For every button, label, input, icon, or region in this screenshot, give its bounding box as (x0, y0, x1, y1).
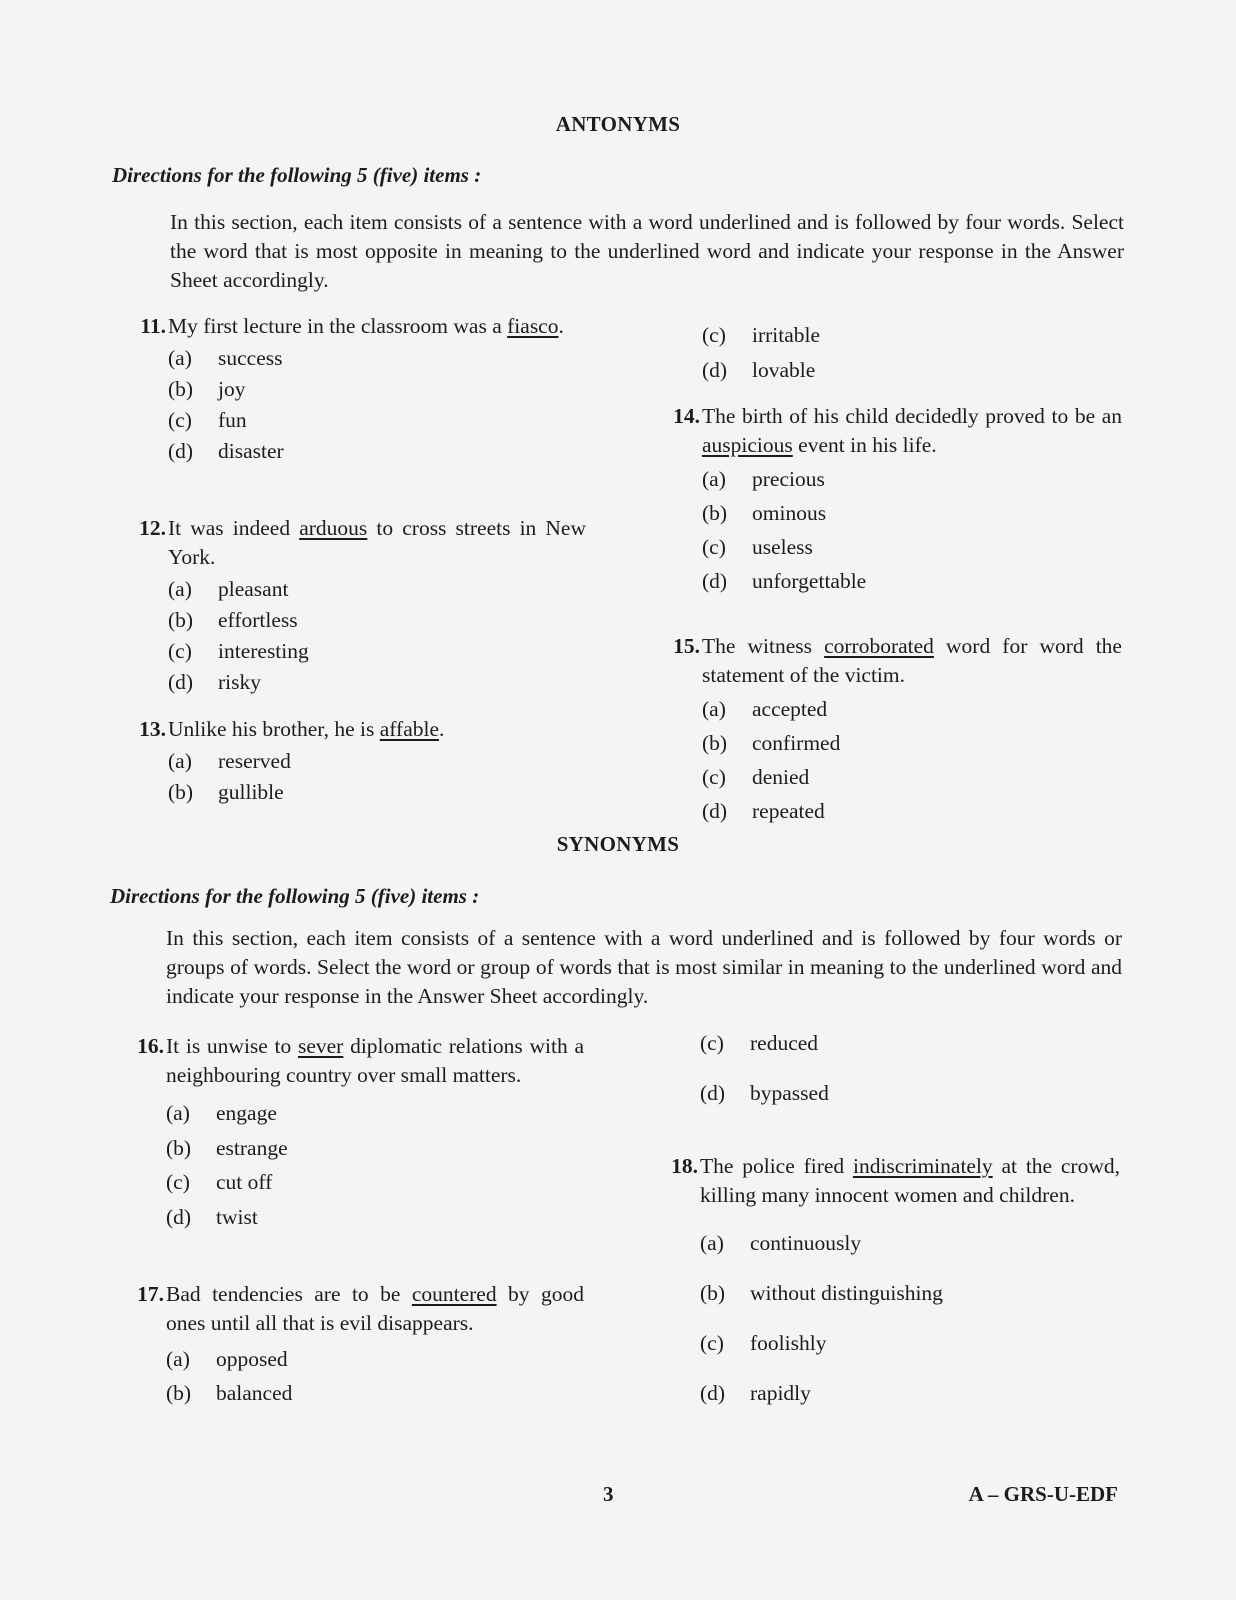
antonyms-heading: ANTONYMS (555, 112, 681, 136)
question-number: 11. (140, 314, 166, 338)
question-stem: Unlike his brother, he is affable. (168, 717, 445, 741)
question-number: 16. (137, 1034, 164, 1058)
question-number: 13. (139, 717, 166, 741)
question-number: 17. (137, 1282, 164, 1306)
underlined-word: corroborated (824, 634, 934, 658)
underlined-word: countered (411, 1282, 497, 1306)
synonyms-directions: Directions for the following 5 (five) items : (110, 884, 480, 908)
option-b: (b) estrange (166, 1135, 288, 1160)
option-a: (a) continuously (700, 1231, 862, 1255)
question-number: 12. (139, 516, 166, 540)
question-13 (139, 715, 586, 808)
underlined-word: affable (379, 717, 440, 741)
option-c: (c) useless (702, 535, 813, 559)
question-stem: The police fired indiscriminately at the crowd, killing many innocent women and children. (700, 1154, 1120, 1207)
option-d: (d) bypassed (700, 1081, 829, 1105)
option-d: (d) repeated (702, 799, 825, 823)
question-number: 18. (671, 1154, 698, 1178)
option-c: (c) cut off (166, 1170, 273, 1194)
option-b: (b) joy (168, 377, 246, 401)
option-a: (a) pleasant (168, 577, 289, 601)
question-stem: The witness corroborated word for word the statement of the victim. (702, 634, 1122, 687)
synonyms-heading: SYNONYMS (556, 832, 680, 856)
option-b: (b) ominous (702, 501, 827, 525)
synonyms-instructions: In this section, each item consists of a sentence with a word underlined and is followed by four words or groups of words. Select the word or group of words that is most similar in meaning to the underlined word and indicate your response in the Answer Sheet accordingly. (166, 926, 1122, 1008)
option-d: (d) rapidly (700, 1381, 811, 1405)
option-a: (a) reserved (168, 749, 291, 773)
option-d: (d) twist (166, 1204, 258, 1229)
option-c: (c) denied (702, 765, 810, 789)
page-number: 3 (603, 1482, 614, 1506)
option-a: (a) opposed (166, 1347, 288, 1371)
option-d: (d) lovable (702, 358, 816, 382)
option-c: (c) foolishly (700, 1331, 827, 1355)
question-stem: It is unwise to sever diplomatic relations with a neighbouring country over small matters. (166, 1034, 584, 1087)
option-b: (b) without distinguishing (700, 1281, 943, 1305)
question-14 (673, 402, 1122, 598)
underlined-word: fiasco (507, 314, 559, 338)
question-stem: The birth of his child decidedly proved to be an auspicious event in his life. (702, 404, 1122, 457)
option-d: (d) risky (168, 670, 261, 694)
option-a: (a) accepted (702, 697, 828, 721)
question-17 (137, 1280, 584, 1410)
question-16 (137, 1032, 584, 1234)
question-stem: My first lecture in the classroom was a fiasco. (168, 314, 564, 338)
option-d: (d) unforgettable (702, 569, 867, 593)
option-a: (a) success (168, 346, 283, 370)
option-b: (b) confirmed (702, 731, 841, 755)
underlined-word: arduous (299, 516, 368, 540)
question-number: 14. (673, 404, 700, 428)
option-b: (b) balanced (166, 1381, 293, 1405)
question-stem: It was indeed arduous to cross streets in New York. (168, 516, 586, 569)
question-18 (671, 1152, 1120, 1426)
antonyms-instructions: In this section, each item consists of a sentence with a word underlined and is followed by four words. Select the word that is most opposite in meaning to the underlined word and indicate your response in the Answer Sheet accordingly. (170, 210, 1124, 292)
option-b: (b) effortless (168, 608, 298, 632)
question-15 (673, 632, 1122, 828)
question-stem: Bad tendencies are to be countered by good ones until all that is evil disappears. (166, 1282, 584, 1335)
underlined-word: auspicious (702, 433, 793, 457)
option-c: (c) fun (168, 408, 247, 432)
antonyms-directions: Directions for the following 5 (five) items : (112, 163, 482, 187)
option-a: (a) engage (166, 1101, 277, 1125)
underlined-word: indiscriminately (852, 1154, 993, 1178)
option-c: (c) irritable (702, 323, 821, 347)
question-12 (139, 514, 586, 698)
option-d: (d) disaster (168, 439, 284, 463)
option-c: (c) interesting (168, 639, 309, 663)
underlined-word: sever (297, 1034, 344, 1058)
question-11 (140, 312, 586, 467)
booklet-code: A – GRS-U-EDF (968, 1482, 1118, 1506)
option-c: (c) reduced (700, 1031, 819, 1055)
question-number: 15. (673, 634, 700, 658)
option-b: (b) gullible (168, 780, 284, 804)
option-a: (a) precious (702, 467, 825, 491)
